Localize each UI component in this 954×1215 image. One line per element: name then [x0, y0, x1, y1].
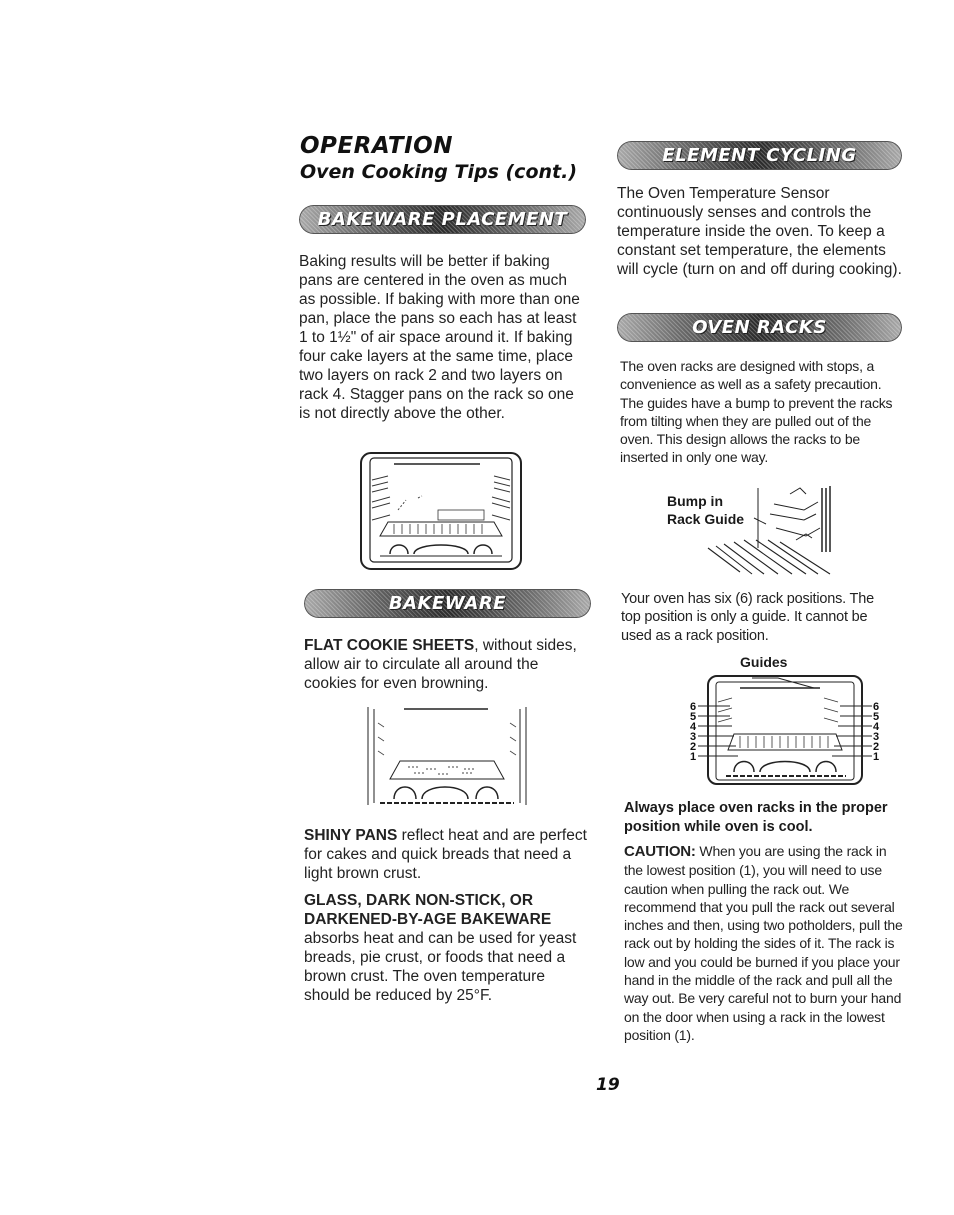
bakeware-placement-heading: BAKEWARE PLACEMENT [317, 209, 568, 230]
bakeware-placement-text: Baking results will be better if baking pans are centered in the oven as much as possible. If baking with more than one pan, place the pans so each has at least 1 to 1½" of air space around it. If baking four cake layers at the same time, place two layers on rack 2 and two layers on rack 4. Stagger pans on the rack so one is not directly above the other. [299, 253, 580, 422]
oven-racks-text: The oven racks are designed with stops, a convenience as well as a safety precaution. The guides have a bump to prevent the racks from tilting when they are pulled out of the oven. This design allows the racks to be inserted in only one way. [620, 358, 893, 466]
rack-number-left-2: 2 [690, 741, 697, 753]
oven-racks-banner [617, 313, 902, 342]
glass-bakeware-text: absorbs heat and can be used for yeast breads, pie crust, or foods that need a brown crust. The oven temperature should be reduced by 25°F. [304, 930, 577, 1004]
caution-title: CAUTION: [624, 843, 696, 860]
flat-cookie-sheets-title: FLAT COOKIE SHEETS [304, 637, 475, 654]
bakeware-banner [304, 589, 591, 618]
page-subtitle: Oven Cooking Tips (cont.) [300, 161, 578, 183]
flat-cookie-sheets-text: , without sides, allow air to circulate all around the cookies for even browning. [304, 637, 577, 692]
rack-number-left-6: 6 [690, 701, 697, 713]
rack-number-left-3: 3 [690, 731, 697, 743]
flat-cookie-sheets-paragraph [304, 636, 589, 693]
rack-number-right-3: 3 [873, 731, 880, 743]
rack-number-right-5: 5 [873, 711, 880, 723]
rack-number-left-1: 1 [690, 751, 697, 763]
rack-placement-warning: Always place oven racks in the proper position while oven is cool. [624, 800, 888, 835]
bump-label-line2: Rack Guide [667, 511, 745, 527]
oven-racks-heading: OVEN RACKS [692, 317, 827, 338]
oven-pans-illustration [358, 450, 524, 572]
rack-number-left-4: 4 [690, 721, 697, 733]
element-cycling-heading: ELEMENT CYCLING [662, 145, 857, 166]
bakeware-heading: BAKEWARE [388, 593, 507, 614]
shiny-pans-paragraph [304, 826, 589, 883]
cookie-sheet-illustration [364, 703, 530, 811]
bakeware-placement-banner [299, 205, 586, 234]
rack-number-right-4: 4 [873, 721, 880, 733]
page-number: 19 [596, 1075, 620, 1095]
caution-paragraph [624, 842, 908, 1044]
page-title: OPERATION [300, 133, 453, 159]
element-cycling-text: The Oven Temperature Sensor continuously senses and controls the temperature inside the oven. To keep a constant set temperature, the elements will cycle (turn on and off during cooking). [617, 185, 902, 278]
rack-positions-diagram [690, 672, 880, 788]
rack-number-left-5: 5 [690, 711, 697, 723]
bump-label-line1: Bump in [667, 493, 723, 509]
caution-text: When you are using the rack in the lowest position (1), you will need to use caution when pulling the rack out. We recommend that you pull the rack out several inches and then, using two potholders, pull the rack out by holding the sides of it. The rack is low and you could be burned if you place your hand in the middle of the rack and pull all the way out. Be very careful not to burn your hand on the door when using a rack in the lowest position (1). [624, 843, 903, 1043]
rack-positions-text: Your oven has six (6) rack positions. The top position is only a guide. It cannot be used as a rack position. [621, 591, 874, 644]
guides-label: Guides [740, 654, 788, 670]
glass-bakeware-title: GLASS, DARK NON-STICK, OR DARKENED-BY-AGE BAKEWARE [304, 892, 552, 928]
rack-guide-diagram [700, 484, 840, 580]
rack-number-right-6: 6 [873, 701, 880, 713]
element-cycling-banner [617, 141, 902, 170]
shiny-pans-text: reflect heat and are perfect for cakes and quick breads that need a light brown crust. [304, 827, 587, 882]
shiny-pans-title: SHINY PANS [304, 827, 398, 844]
rack-number-right-2: 2 [873, 741, 880, 753]
rack-number-right-1: 1 [873, 751, 880, 763]
